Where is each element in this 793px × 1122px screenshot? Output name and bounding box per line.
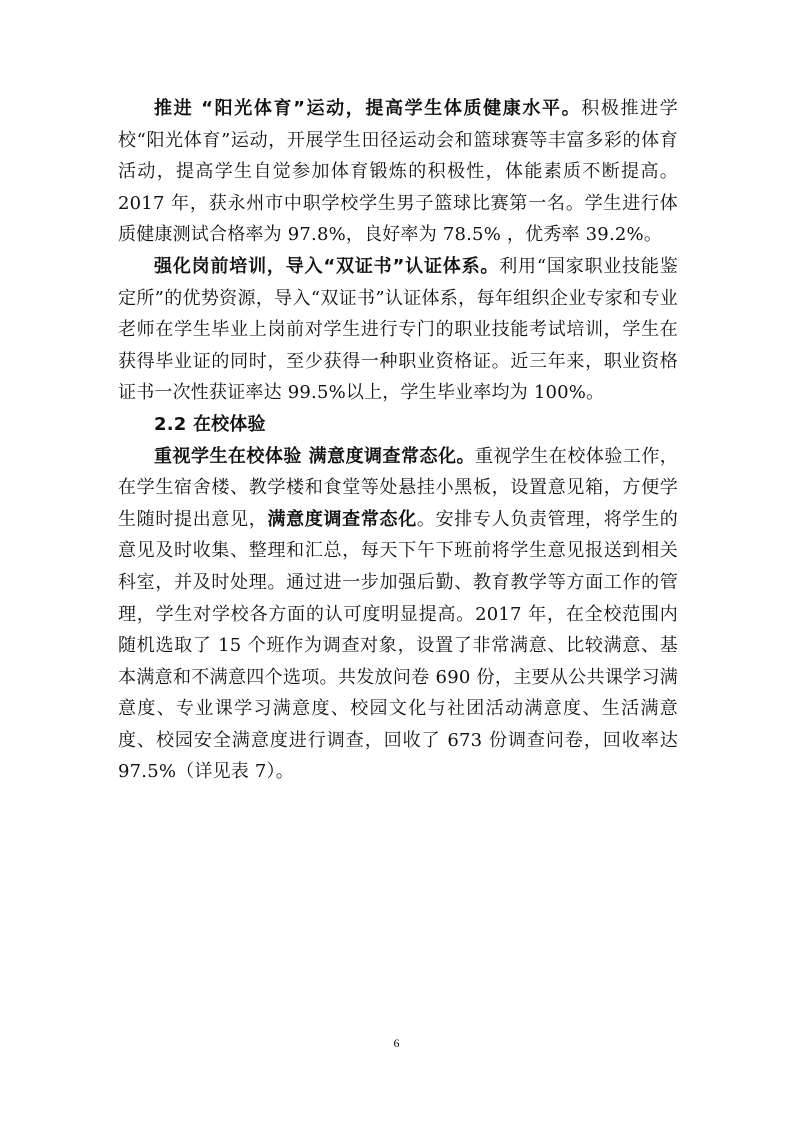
section-heading-text: 2.2 在校体验 [154,413,266,435]
paragraph-text: 利用“国家职业技能鉴定所”的优势资源，导入“双证书”认证体系，每年组织企业专家和专业老师在学生毕业上岗前对学生进行专门的职业技能考试培训，学生在获得毕业证的同时，至少获得一种职业资格证。近三年来，职业资格证书一次性获证率达 99.5%以上，学生毕业率均为 100%。 [118,255,678,404]
page-number: 6 [393,1036,400,1050]
paragraph-lead: 重视学生在校体验 满意度调查常态化。 [154,445,475,467]
paragraph-bold-phrase: 满意度调查常态化 [267,508,417,530]
section-heading [118,409,678,441]
paragraph-lead: 推进 “阳光体育”运动，提高学生体质健康水平。 [154,98,582,119]
paragraph-text: 重视学生在校体验工作，在学生宿舍楼、教学楼和食堂等处悬挂小黑板，设置意见箱，方便学生随时提出意见， [118,445,678,530]
document-body [118,93,678,788]
paragraph-lead: 强化岗前培训，导入“双证书”认证体系。 [154,255,500,277]
paragraph-school-experience [118,441,678,789]
paragraph-sunshine-sports [118,93,678,251]
paragraph-dual-certificate [118,251,678,409]
paragraph-text: 。安排专人负责管理，将学生的意见及时收集、整理和汇总，每天下午下班前将学生意见报送到相关科室，并及时处理。通过进一步加强后勤、教育教学等方面工作的管理，学生对学校各方面的认可度明显提高。2017 年，在全校范围内随机选取了 15 个班作为调查对象，设置了非常满意、比较满意、基本满意和不满意四个选项。共发放问卷 690 份，主要从公共课学习满意度、专业课学习满意度、校园文化与社团活动满意度、生活满意度、校园安全满意度进行调查，回收了 673 份调查问卷，回收率达 97.5%（详见表 7）。 [118,508,678,783]
paragraph-text: 积极推进学校“阳光体育”运动，开展学生田径运动会和篮球赛等丰富多彩的体育活动，提高学生自觉参加体育锻炼的积极性，体能素质不断提高。2017 年，获永州市中职学校学生男子篮球比赛第一名。学生进行体质健康测试合格率为 97.8%，良好率为 78.5% ，优秀率 39.2%。 [118,98,678,246]
